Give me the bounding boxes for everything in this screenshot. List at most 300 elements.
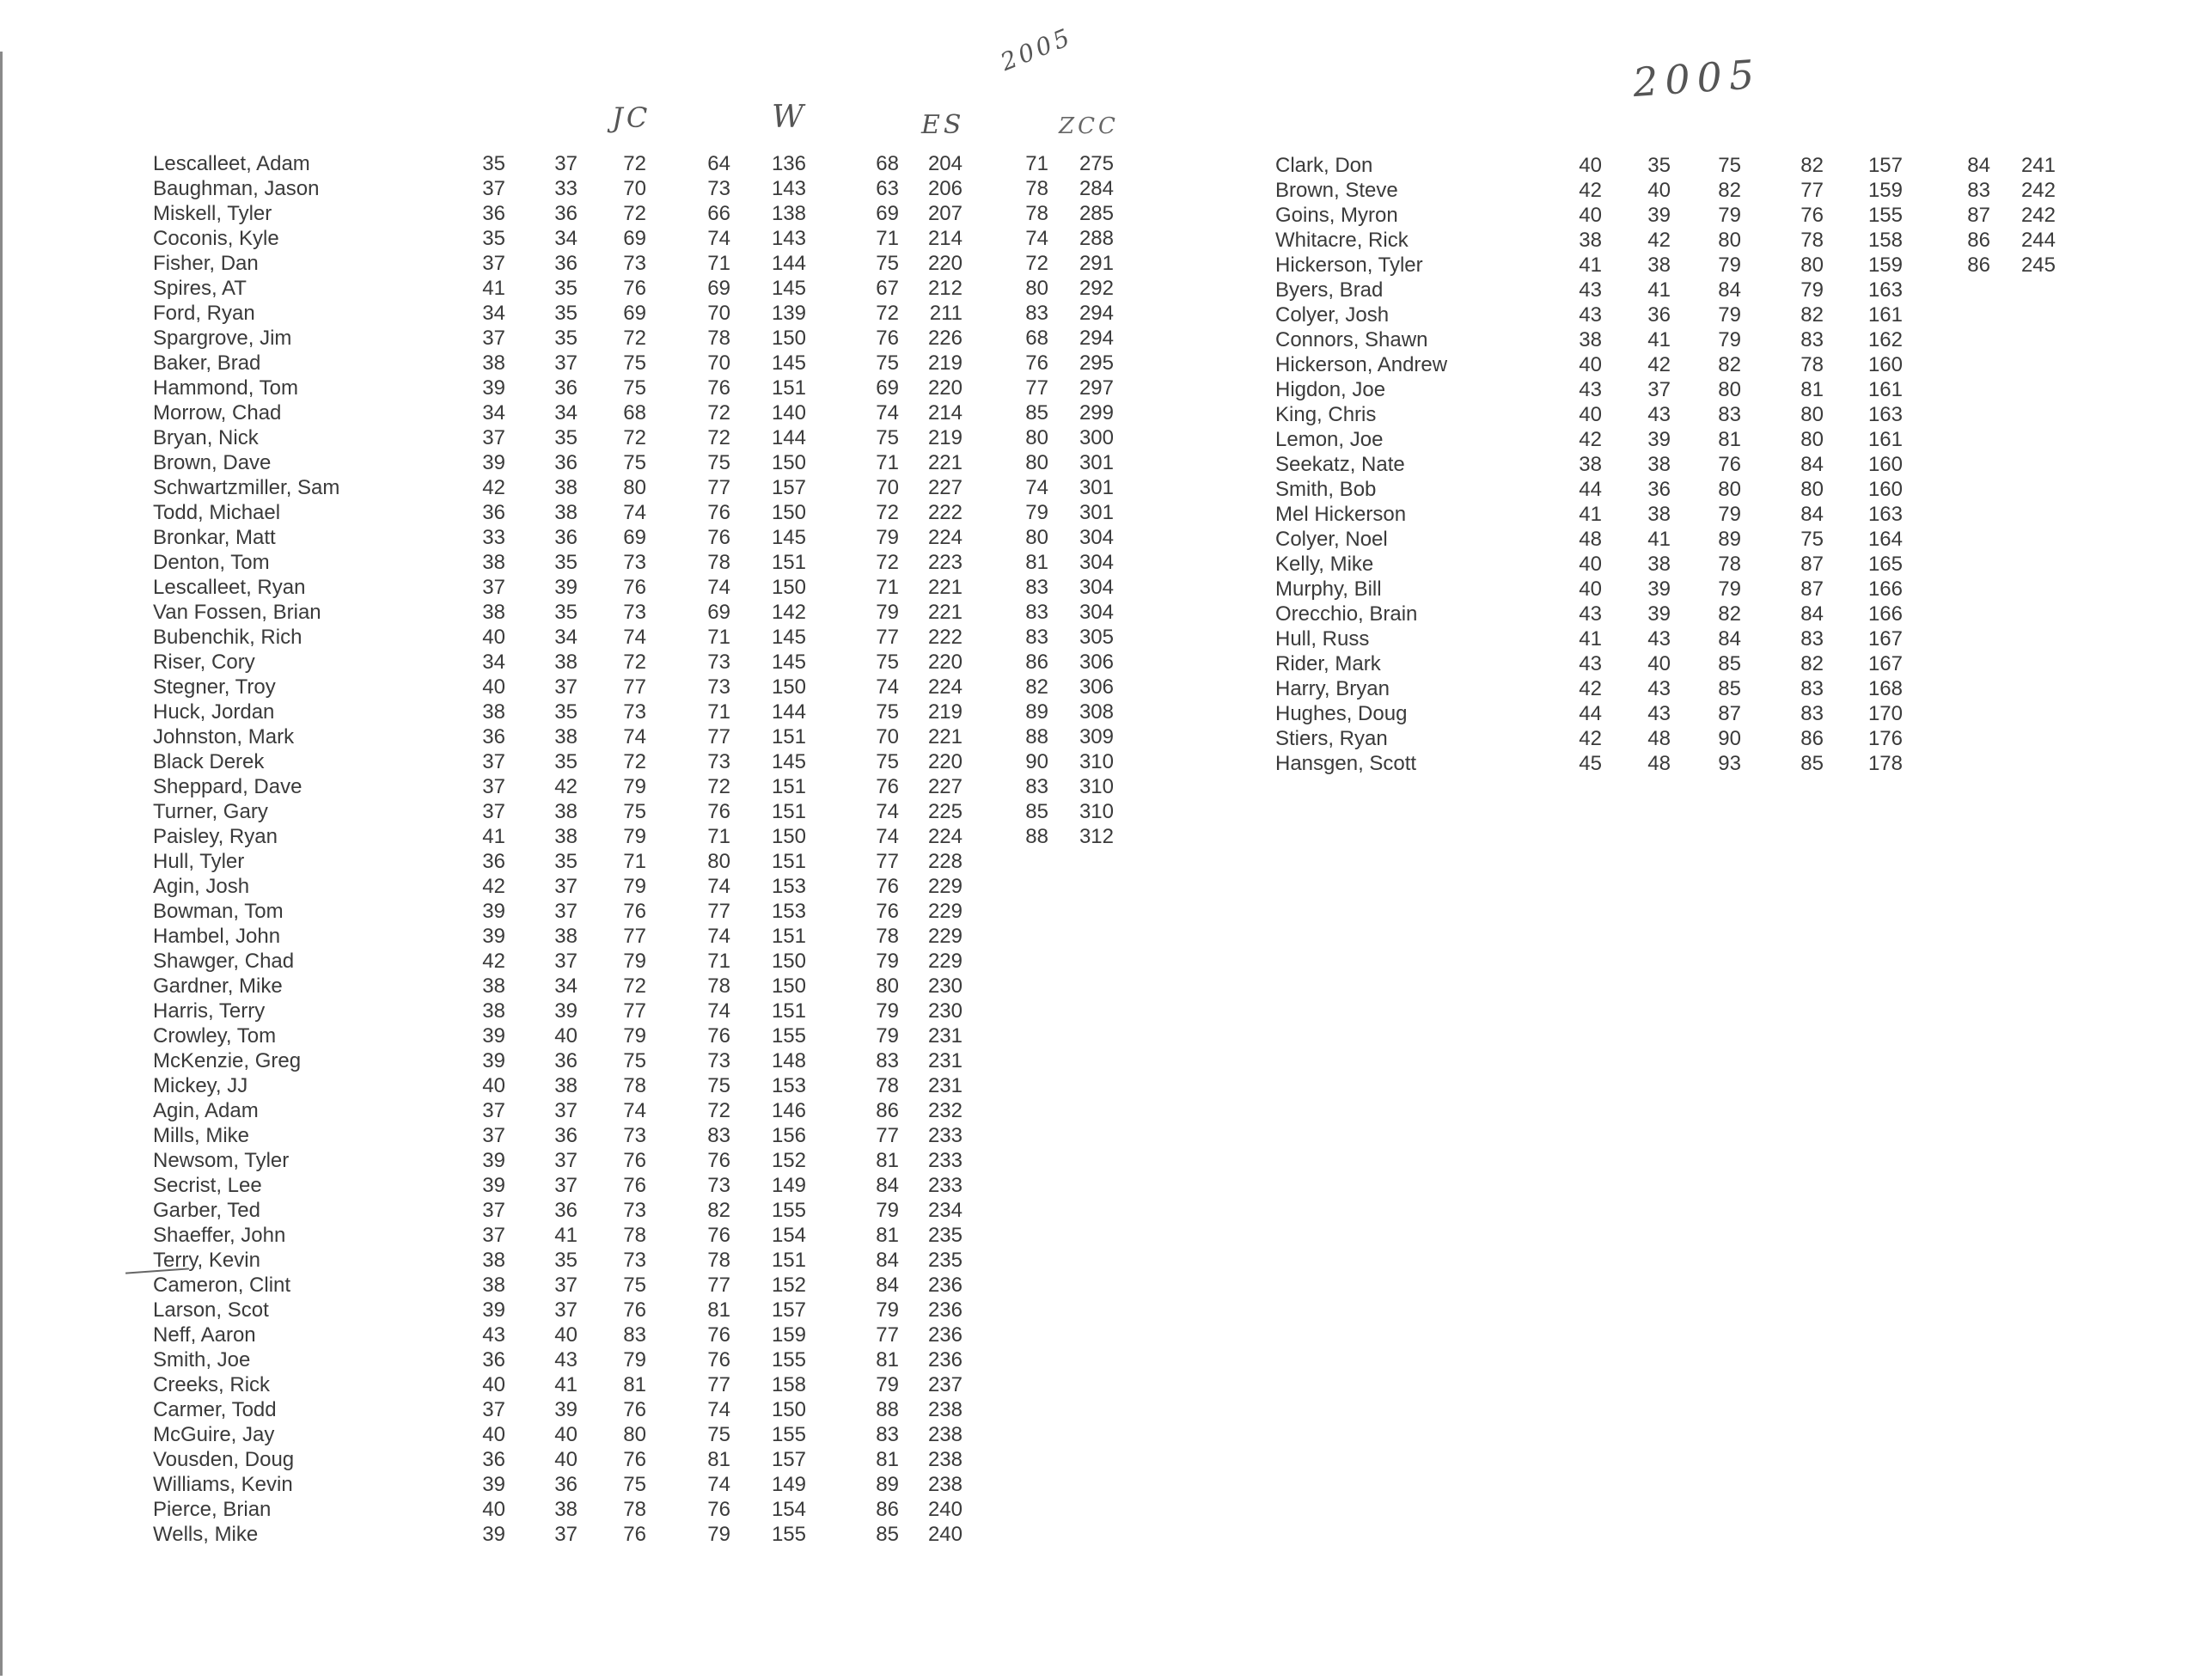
score-cell: 37 — [554, 675, 578, 699]
player-name: Turner, Gary — [153, 800, 268, 823]
score-cell: 42 — [1647, 229, 1671, 252]
player-name: Mickey, JJ — [153, 1074, 248, 1097]
score-cell: 75 — [876, 426, 899, 449]
score-cell: 43 — [1579, 602, 1602, 626]
score-cell: 78 — [1025, 202, 1048, 225]
score-cell: 240 — [927, 1498, 962, 1521]
score-cell: 40 — [482, 1498, 505, 1521]
score-cell: 73 — [623, 1249, 646, 1272]
score-cell: 34 — [482, 401, 505, 425]
score-cell: 75 — [876, 252, 899, 275]
score-cell: 38 — [1647, 503, 1671, 526]
score-cell: 230 — [927, 974, 962, 998]
score-cell: 34 — [554, 401, 578, 425]
score-cell: 150 — [771, 327, 806, 350]
score-cell: 229 — [927, 875, 962, 898]
handwritten-header-zcc: ZCC — [1059, 113, 1119, 139]
score-cell: 74 — [1025, 476, 1048, 499]
score-cell: 82 — [1718, 602, 1741, 626]
player-name: Paisley, Ryan — [153, 825, 278, 848]
score-cell: 72 — [623, 152, 646, 175]
score-cell: 81 — [1800, 378, 1824, 401]
score-cell: 80 — [1718, 229, 1741, 252]
score-cell: 151 — [771, 1249, 806, 1272]
player-name: Bryan, Nick — [153, 426, 259, 449]
player-name: Schwartzmiller, Sam — [153, 476, 340, 499]
score-cell: 72 — [707, 401, 730, 425]
score-cell: 84 — [1718, 627, 1741, 651]
score-cell: 41 — [1579, 254, 1602, 277]
score-cell: 37 — [482, 576, 505, 599]
score-cell: 48 — [1579, 528, 1602, 551]
score-cell: 39 — [482, 376, 505, 400]
score-cell: 83 — [1800, 627, 1824, 651]
score-cell: 40 — [1579, 204, 1602, 227]
score-cell: 150 — [771, 576, 806, 599]
score-cell: 86 — [876, 1099, 899, 1122]
score-cell: 38 — [482, 974, 505, 998]
score-cell: 41 — [1647, 278, 1671, 302]
score-cell: 39 — [482, 1298, 505, 1322]
score-cell: 74 — [707, 925, 730, 948]
score-cell: 39 — [482, 1523, 505, 1546]
score-cell: 76 — [623, 1523, 646, 1546]
score-cell: 150 — [771, 825, 806, 848]
score-cell: 150 — [771, 950, 806, 973]
player-name: Huck, Jordan — [153, 700, 275, 724]
score-cell: 38 — [554, 925, 578, 948]
score-cell: 40 — [482, 626, 505, 649]
score-cell: 42 — [1579, 727, 1602, 750]
score-cell: 75 — [623, 1473, 646, 1496]
score-cell: 38 — [554, 651, 578, 674]
score-cell: 39 — [482, 900, 505, 923]
score-cell: 75 — [1800, 528, 1824, 551]
score-cell: 74 — [876, 675, 899, 699]
score-cell: 83 — [1025, 302, 1048, 325]
score-cell: 154 — [771, 1498, 806, 1521]
score-cell: 38 — [1579, 229, 1602, 252]
score-cell: 41 — [482, 825, 505, 848]
score-cell: 227 — [927, 476, 962, 499]
score-cell: 74 — [876, 401, 899, 425]
score-cell: 38 — [482, 551, 505, 574]
score-cell: 87 — [1800, 553, 1824, 576]
score-cell: 36 — [554, 526, 578, 549]
score-cell: 178 — [1867, 752, 1903, 775]
score-cell: 228 — [927, 850, 962, 873]
player-name: Harry, Bryan — [1275, 677, 1390, 700]
score-cell: 81 — [707, 1298, 730, 1322]
score-cell: 43 — [1579, 378, 1602, 401]
player-name: Lescalleet, Adam — [153, 152, 310, 175]
score-cell: 224 — [927, 526, 962, 549]
score-cell: 157 — [771, 1448, 806, 1471]
score-cell: 159 — [771, 1323, 806, 1347]
score-cell: 80 — [1025, 426, 1048, 449]
score-cell: 76 — [707, 1149, 730, 1172]
score-cell: 43 — [1647, 702, 1671, 725]
player-name: Rider, Mark — [1275, 652, 1381, 675]
score-cell: 43 — [1647, 403, 1671, 426]
score-cell: 81 — [1718, 428, 1741, 451]
score-cell: 226 — [927, 327, 962, 350]
score-cell: 38 — [482, 601, 505, 624]
score-cell: 38 — [554, 725, 578, 748]
player-name: Shawger, Chad — [153, 950, 295, 973]
score-cell: 236 — [927, 1274, 962, 1297]
score-cell: 74 — [1025, 227, 1048, 250]
score-cell: 75 — [623, 1274, 646, 1297]
score-cell: 227 — [927, 775, 962, 798]
player-name: Pierce, Brian — [153, 1498, 272, 1521]
score-cell: 40 — [482, 1423, 505, 1446]
score-cell: 76 — [876, 775, 899, 798]
score-cell: 42 — [1579, 677, 1602, 700]
score-cell: 168 — [1867, 677, 1903, 700]
score-cell: 158 — [771, 1373, 806, 1396]
score-cell: 38 — [482, 999, 505, 1023]
player-name: Smith, Joe — [153, 1348, 251, 1371]
score-cell: 79 — [876, 601, 899, 624]
score-cell: 83 — [707, 1124, 730, 1147]
score-cell: 160 — [1867, 353, 1903, 376]
score-cell: 306 — [1079, 651, 1114, 674]
score-cell: 48 — [1647, 727, 1671, 750]
score-cell: 43 — [1579, 652, 1602, 675]
score-cell: 40 — [1579, 553, 1602, 576]
score-cell: 230 — [927, 999, 962, 1023]
score-cell: 80 — [1800, 478, 1824, 501]
score-cell: 84 — [1800, 503, 1824, 526]
score-cell: 78 — [876, 1074, 899, 1097]
score-cell: 78 — [623, 1074, 646, 1097]
score-cell: 39 — [482, 1174, 505, 1197]
score-cell: 155 — [771, 1348, 806, 1371]
score-cell: 238 — [927, 1448, 962, 1471]
score-cell: 76 — [707, 800, 730, 823]
player-name: Ford, Ryan — [153, 302, 255, 325]
score-cell: 79 — [876, 950, 899, 973]
score-cell: 143 — [771, 227, 806, 250]
score-cell: 71 — [707, 825, 730, 848]
score-cell: 39 — [554, 576, 578, 599]
score-cell: 75 — [623, 451, 646, 474]
score-cell: 40 — [554, 1323, 578, 1347]
score-cell: 232 — [927, 1099, 962, 1122]
score-cell: 40 — [1647, 179, 1671, 202]
score-cell: 145 — [771, 526, 806, 549]
player-name: Larson, Scot — [153, 1298, 269, 1322]
score-cell: 155 — [771, 1523, 806, 1546]
score-cell: 76 — [623, 1149, 646, 1172]
score-cell: 163 — [1867, 503, 1903, 526]
score-cell: 36 — [554, 1199, 578, 1222]
score-cell: 83 — [1800, 702, 1824, 725]
score-cell: 151 — [771, 800, 806, 823]
score-cell: 161 — [1867, 303, 1903, 327]
score-cell: 38 — [554, 1074, 578, 1097]
player-name: Hammond, Tom — [153, 376, 298, 400]
score-cell: 71 — [707, 700, 730, 724]
score-cell: 37 — [482, 177, 505, 200]
score-cell: 301 — [1079, 501, 1114, 524]
score-cell: 154 — [771, 1224, 806, 1247]
score-cell: 242 — [2020, 179, 2056, 202]
player-name: Higdon, Joe — [1275, 378, 1386, 401]
score-cell: 86 — [1967, 229, 1990, 252]
score-cell: 88 — [1025, 725, 1048, 748]
score-cell: 69 — [623, 227, 646, 250]
score-cell: 80 — [1800, 403, 1824, 426]
handwritten-year-right: 2005 — [1631, 50, 1763, 107]
score-cell: 73 — [707, 1049, 730, 1072]
score-cell: 71 — [707, 626, 730, 649]
score-cell: 39 — [554, 1398, 578, 1421]
score-cell: 238 — [927, 1423, 962, 1446]
score-cell: 38 — [554, 825, 578, 848]
score-cell: 82 — [1800, 303, 1824, 327]
score-cell: 76 — [623, 277, 646, 300]
score-cell: 235 — [927, 1224, 962, 1247]
score-cell: 66 — [707, 202, 730, 225]
player-name: Fisher, Dan — [153, 252, 259, 275]
score-cell: 82 — [707, 1199, 730, 1222]
score-cell: 38 — [554, 800, 578, 823]
player-name: Colyer, Josh — [1275, 303, 1390, 327]
score-cell: 70 — [707, 351, 730, 375]
score-cell: 39 — [1647, 204, 1671, 227]
score-cell: 156 — [771, 1124, 806, 1147]
score-cell: 73 — [623, 601, 646, 624]
score-cell: 89 — [876, 1473, 899, 1496]
score-cell: 68 — [623, 401, 646, 425]
score-cell: 40 — [1647, 652, 1671, 675]
score-cell: 39 — [482, 451, 505, 474]
score-cell: 146 — [771, 1099, 806, 1122]
score-cell: 75 — [1718, 154, 1741, 177]
score-cell: 37 — [482, 327, 505, 350]
score-cell: 275 — [1079, 152, 1114, 175]
score-cell: 37 — [482, 775, 505, 798]
score-cell: 89 — [1025, 700, 1048, 724]
score-cell: 155 — [771, 1024, 806, 1048]
score-cell: 79 — [623, 1024, 646, 1048]
score-cell: 79 — [1025, 501, 1048, 524]
score-cell: 79 — [876, 1024, 899, 1048]
player-name: Vousden, Doug — [153, 1448, 295, 1471]
score-cell: 306 — [1079, 675, 1114, 699]
score-cell: 159 — [1867, 254, 1903, 277]
score-cell: 34 — [554, 227, 578, 250]
score-cell: 233 — [927, 1124, 962, 1147]
score-cell: 151 — [771, 850, 806, 873]
score-cell: 86 — [1800, 727, 1824, 750]
score-cell: 81 — [1025, 551, 1048, 574]
player-name: Crowley, Tom — [153, 1024, 277, 1048]
score-cell: 73 — [623, 252, 646, 275]
score-cell: 80 — [1025, 526, 1048, 549]
score-cell: 33 — [554, 177, 578, 200]
score-cell: 143 — [771, 177, 806, 200]
score-cell: 79 — [876, 1199, 899, 1222]
score-cell: 43 — [1647, 677, 1671, 700]
score-cell: 214 — [927, 227, 962, 250]
score-cell: 44 — [1579, 702, 1602, 725]
score-cell: 37 — [482, 1199, 505, 1222]
player-name: Creeks, Rick — [153, 1373, 271, 1396]
score-cell: 36 — [482, 1448, 505, 1471]
score-cell: 157 — [1867, 154, 1903, 177]
score-cell: 75 — [876, 651, 899, 674]
score-cell: 38 — [482, 1274, 505, 1297]
score-cell: 80 — [623, 476, 646, 499]
score-cell: 36 — [554, 1473, 578, 1496]
player-name: Morrow, Chad — [153, 401, 282, 425]
player-name: Williams, Kevin — [153, 1473, 293, 1496]
score-cell: 151 — [771, 775, 806, 798]
score-cell: 35 — [554, 750, 578, 773]
scan-edge — [0, 52, 3, 1676]
score-cell: 86 — [1025, 651, 1048, 674]
score-cell: 76 — [623, 1174, 646, 1197]
score-cell: 44 — [1579, 478, 1602, 501]
score-cell: 37 — [482, 1099, 505, 1122]
score-cell: 79 — [1718, 503, 1741, 526]
score-cell: 74 — [623, 725, 646, 748]
player-name: Baughman, Jason — [153, 177, 320, 200]
score-cell: 72 — [876, 551, 899, 574]
score-cell: 35 — [554, 601, 578, 624]
score-cell: 221 — [927, 576, 962, 599]
score-cell: 37 — [554, 1523, 578, 1546]
score-cell: 74 — [623, 626, 646, 649]
score-cell: 151 — [771, 999, 806, 1023]
score-cell: 74 — [876, 800, 899, 823]
score-cell: 85 — [1800, 752, 1824, 775]
score-cell: 37 — [482, 252, 505, 275]
score-cell: 148 — [771, 1049, 806, 1072]
player-name: Hickerson, Tyler — [1275, 254, 1423, 277]
score-cell: 145 — [771, 750, 806, 773]
score-cell: 42 — [554, 775, 578, 798]
score-cell: 33 — [482, 526, 505, 549]
score-cell: 34 — [482, 651, 505, 674]
score-cell: 150 — [771, 1398, 806, 1421]
score-cell: 78 — [1800, 353, 1824, 376]
score-cell: 77 — [623, 925, 646, 948]
score-cell: 89 — [1718, 528, 1741, 551]
score-cell: 284 — [1079, 177, 1114, 200]
player-name: Smith, Bob — [1275, 478, 1377, 501]
score-cell: 308 — [1079, 700, 1114, 724]
score-cell: 83 — [1800, 328, 1824, 351]
score-cell: 288 — [1079, 227, 1114, 250]
player-name: Newsom, Tyler — [153, 1149, 290, 1172]
player-name: Shaeffer, John — [153, 1224, 286, 1247]
score-cell: 35 — [482, 227, 505, 250]
score-cell: 164 — [1867, 528, 1903, 551]
score-cell: 79 — [623, 825, 646, 848]
score-cell: 70 — [623, 177, 646, 200]
score-cell: 81 — [876, 1348, 899, 1371]
score-cell: 79 — [876, 526, 899, 549]
score-cell: 206 — [927, 177, 962, 200]
player-name: Stegner, Troy — [153, 675, 276, 699]
player-name: Van Fossen, Brian — [153, 601, 321, 624]
score-cell: 80 — [623, 1423, 646, 1446]
player-name: Mel Hickerson — [1275, 503, 1407, 526]
score-cell: 73 — [707, 750, 730, 773]
player-name: Spargrove, Jim — [153, 327, 292, 350]
score-cell: 75 — [707, 451, 730, 474]
player-name: Wells, Mike — [153, 1523, 259, 1546]
score-cell: 79 — [1718, 328, 1741, 351]
player-name: Murphy, Bill — [1275, 577, 1382, 601]
score-cell: 76 — [876, 875, 899, 898]
player-name: Secrist, Lee — [153, 1174, 262, 1197]
player-name: McKenzie, Greg — [153, 1049, 302, 1072]
score-cell: 78 — [1718, 553, 1741, 576]
score-cell: 38 — [1647, 553, 1671, 576]
score-cell: 144 — [771, 252, 806, 275]
score-cell: 87 — [1800, 577, 1824, 601]
score-cell: 86 — [876, 1498, 899, 1521]
score-cell: 76 — [707, 501, 730, 524]
score-cell: 231 — [927, 1074, 962, 1097]
score-cell: 40 — [482, 675, 505, 699]
score-cell: 77 — [1800, 179, 1824, 202]
score-cell: 81 — [876, 1224, 899, 1247]
score-cell: 309 — [1079, 725, 1114, 748]
score-cell: 238 — [927, 1398, 962, 1421]
score-cell: 304 — [1079, 601, 1114, 624]
score-cell: 244 — [2020, 229, 2056, 252]
score-cell: 78 — [707, 551, 730, 574]
score-cell: 39 — [482, 1473, 505, 1496]
score-cell: 40 — [1579, 403, 1602, 426]
player-name: Brown, Steve — [1275, 179, 1398, 202]
score-cell: 158 — [1867, 229, 1903, 252]
score-cell: 78 — [1025, 177, 1048, 200]
player-name: Connors, Shawn — [1275, 328, 1428, 351]
score-cell: 85 — [1025, 401, 1048, 425]
score-cell: 76 — [876, 327, 899, 350]
score-cell: 37 — [482, 800, 505, 823]
score-cell: 78 — [1800, 229, 1824, 252]
score-cell: 170 — [1867, 702, 1903, 725]
score-cell: 84 — [876, 1174, 899, 1197]
player-name: Kelly, Mike — [1275, 553, 1374, 576]
score-cell: 151 — [771, 925, 806, 948]
score-cell: 41 — [1647, 328, 1671, 351]
score-cell: 138 — [771, 202, 806, 225]
score-cell: 207 — [927, 202, 962, 225]
score-cell: 72 — [623, 426, 646, 449]
score-cell: 152 — [771, 1274, 806, 1297]
score-cell: 219 — [927, 426, 962, 449]
score-cell: 80 — [1025, 451, 1048, 474]
score-cell: 221 — [927, 725, 962, 748]
score-cell: 71 — [876, 451, 899, 474]
score-cell: 83 — [1025, 601, 1048, 624]
score-cell: 71 — [623, 850, 646, 873]
score-cell: 76 — [707, 1024, 730, 1048]
score-cell: 149 — [771, 1174, 806, 1197]
score-cell: 229 — [927, 925, 962, 948]
player-name: Neff, Aaron — [153, 1323, 256, 1347]
score-cell: 38 — [1647, 453, 1671, 476]
